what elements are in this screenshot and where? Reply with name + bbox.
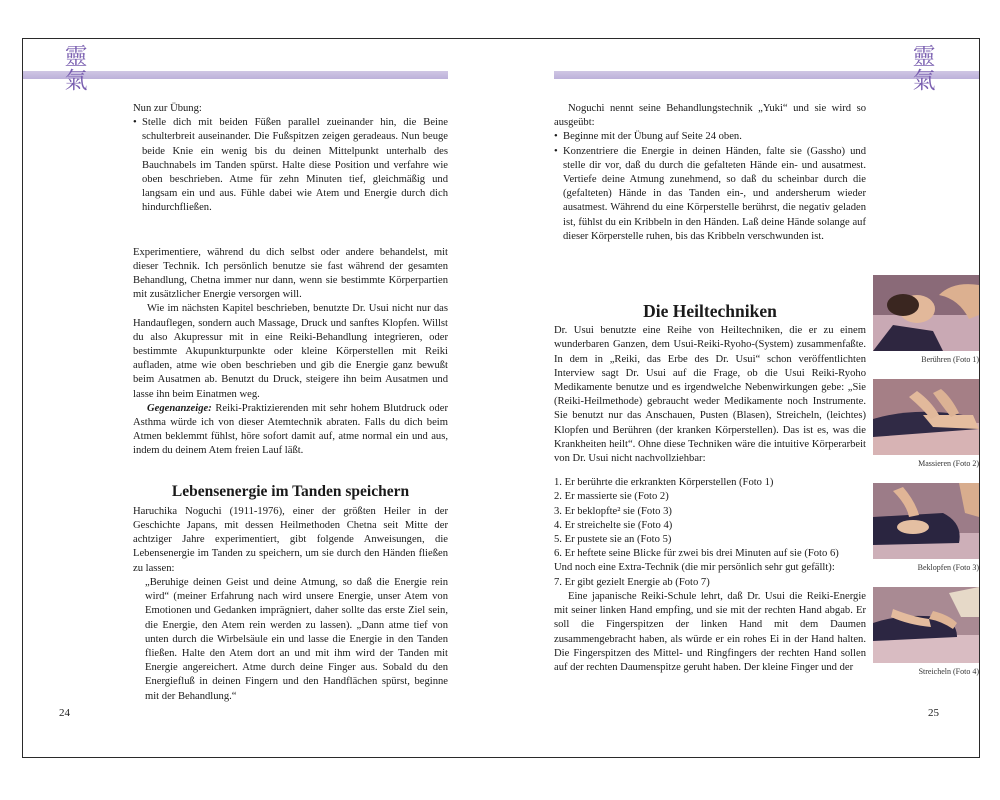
book-spread <box>22 38 980 758</box>
exercise-intro: Nun zur Übung: <box>133 103 202 114</box>
paragraph: Noguchi nennt seine Behandlungstechnik „Yuki“ und sie wird so ausgeübt: <box>554 103 866 129</box>
photo-caption: Streicheln (Foto 4) <box>918 667 979 676</box>
paragraph: Haruchika Noguchi (1911-1976), einer der größten Heiler in der Geschichte Japans, mit dessen Heilmethoden Chetna seit Mitte der achtziger Jahre experimentiert, gibt folgende Anweisungen, die Lebensenergie im Tanden zu speichern, um sie durch den Händen fließen zu lassen: <box>133 505 448 574</box>
paragraph: Dr. Usui benutzte eine Reihe von Heiltechniken, die er zu einem wunderbaren Ganzen, dem Usui-Reiki-Ryoho-(System) zusammenfaßte. In dem in „Reiki, das Erbe des Dr. Usui“ schon veröffentlichten Interview sagt Dr. Usui auf die Frage, ob die Usui Reiki-Ryoho Medikamente benutze und es irgendwelche Nebenwirkungen gebe: „Sie (Reiki-Heilmethode) gebraucht weder Medikamente noch Instrumente. Sie benutzt nur das Anschauen, Pusten (Blasen), Streicheln, (leichtes) Klopfen und Berühren (der kranken Körperstellen). Das ist es, was die Krankheiten heilt“. Ohne diese Techniken wäre die intuitive Körperarbeit von Dr. Usui nicht nachvollziehbar: <box>554 325 866 465</box>
photo-beruehren <box>873 275 979 351</box>
photo-beklopfen <box>873 483 979 559</box>
photo-caption: Beklopfen (Foto 3) <box>917 563 979 572</box>
list-item: 2. Er massierte sie (Foto 2) <box>554 491 669 503</box>
list-item: 7. Er gibt gezielt Energie ab (Foto 7) <box>554 576 710 588</box>
list-item: 4. Er streichelte sie (Foto 4) <box>554 519 673 531</box>
page-number-right: 25 <box>928 707 939 719</box>
paragraph: Experimentiere, während du dich selbst oder andere behandelst, mit dieser Technik. Ich persönlich benutze sie fast während der gesamten Behandlung, Chetna immer nur dann, wenn sie bestimmte Körperpartien mit zusätzlicher Energie versorgen will. <box>133 246 448 301</box>
contraindication-label: Gegenanzeige: <box>147 402 212 414</box>
list-item: 1. Er berührte die erkrankten Körperstellen (Foto 1) <box>554 477 774 489</box>
exercise-bullet: • Stelle dich mit beiden Füßen parallel zueinander hin, die Beine schulterbreit auseinander. Die Fußspitzen zeigen geradeaus. Nun beuge beide Knie ein wenig bis du deinen Mittelpunkt unterhalb des Bauchnabels im Tanden spürst. Halte diese Position und verfahre wie oben beschrieben. Atme für zehn Minuten tief, gleichmäßig und langsam ein und aus. Fühle dabei wie Atem und Energie durch dich hindurchfließen. <box>133 117 448 214</box>
list-item: 6. Er heftete seine Blicke für zwei bis drei Minuten auf sie (Foto 6) <box>554 548 839 560</box>
section-heading: Die Heiltechniken <box>643 301 777 322</box>
reiki-kanji-right: 靈 氣 <box>912 44 936 94</box>
photo-massieren <box>873 379 979 455</box>
section-heading: Lebensenergie im Tanden speichern <box>171 482 410 500</box>
page-number-left: 24 <box>59 707 70 719</box>
list-item: Und noch eine Extra-Technik (die mir persönlich sehr gut gefällt): <box>554 562 835 574</box>
right-page-text <box>554 102 866 675</box>
list-item: • Konzentriere die Energie in deinen Händen, falte sie (Gassho) und stelle dir vor, daß du durch die gefalteten Hände ein- und ausatmest. Vertiefe deine Atmung zunehmend, so daß du scheinbar durch die (gefalteten) Hände in das Tanden ein-, und andersherum wieder ausatmest. Während du eine Körperstelle berührst, die negativ geladen ist, fühlst du ein Kribbeln in den Händen. Laß deine Hände solange auf dieser Körperstelle ruhen, bis das Kribbeln verschwunden ist. <box>554 145 866 242</box>
list-item: 3. Er beklopfte² sie (Foto 3) <box>554 505 672 517</box>
list-item: 5. Er pustete sie an (Foto 5) <box>554 534 672 546</box>
techniques-list <box>554 476 866 590</box>
photo-caption: Berühren (Foto 1) <box>921 355 979 364</box>
photo-streicheln <box>873 587 979 663</box>
list-item: • Beginne mit der Übung auf Seite 24 oben. <box>554 131 742 143</box>
paragraph: Wie im nächsten Kapitel beschrieben, benutzte Dr. Usui nicht nur das Handauflegen, sondern auch Massage, Druck und sanftes Klopfen. Willst du also Akupressur mit in eine Reiki-Behandlung integrieren, oder bestimmte Akupunkturpunkte oder kleine Körperstellen mit Reiki aufladen, atme wie oben beschrieben und gib die Energie ganz bewußt beim Ausatmen ab. Benutzt du Druck, steigere ihn beim Ausatmen und lasse ihn beim Einatmen weg. <box>133 303 448 400</box>
reiki-kanji-left: 靈 氣 <box>64 44 88 94</box>
noguchi-quote: „Beruhige deinen Geist und deine Atmung, so daß die Energie rein wird“ (meiner Erfahrung nach wird unsere Energie, unser Atem von Emotionen und Gedanken imprägniert, daher sollte das erste Ziel sein, die Energie, den Atem rein werden zu lassen). „Dann atme tief von unten durch die Wirbelsäule ein und lasse die Energie in den Tanden fließen. Halte den Atem dort an und mit ihm wird der Tanden mit Energie angereichert. Atme durch deine Finger aus. Sobald du den Energiefluß in deinen Fingern und den Handflächen spürst, beginne mit der Behandlung.“ <box>145 576 448 702</box>
photo-caption: Massieren (Foto 2) <box>918 459 979 468</box>
contraindication-paragraph: Gegenanzeige: Reiki-Praktizierenden mit sehr hohem Blutdruck oder Asthma würde ich von dieser Atemtechnik abraten. Falls du dich beim Atmen beklemmt fühlst, höre sofort damit auf, atme normal ein und aus, indem du deinem Atem freien Lauf läßt. <box>133 402 448 457</box>
left-page-text <box>133 102 448 704</box>
paragraph: Eine japanische Reiki-Schule lehrt, daß Dr. Usui die Reiki-Energie mit seiner linken Hand empfing, und sie mit der rechten Hand abgab. Er soll die Fingerspitzen der linken Hand mit dem Daumen zusammengebracht haben, als würde er ein rohes Ei in der Hand halten. Die Fingerspitzen des Mittel- und Ringfingers der rechten Hand sollen auf der rechten Daumenspitze geruht haben. Der kleine Finger und der <box>554 590 866 673</box>
